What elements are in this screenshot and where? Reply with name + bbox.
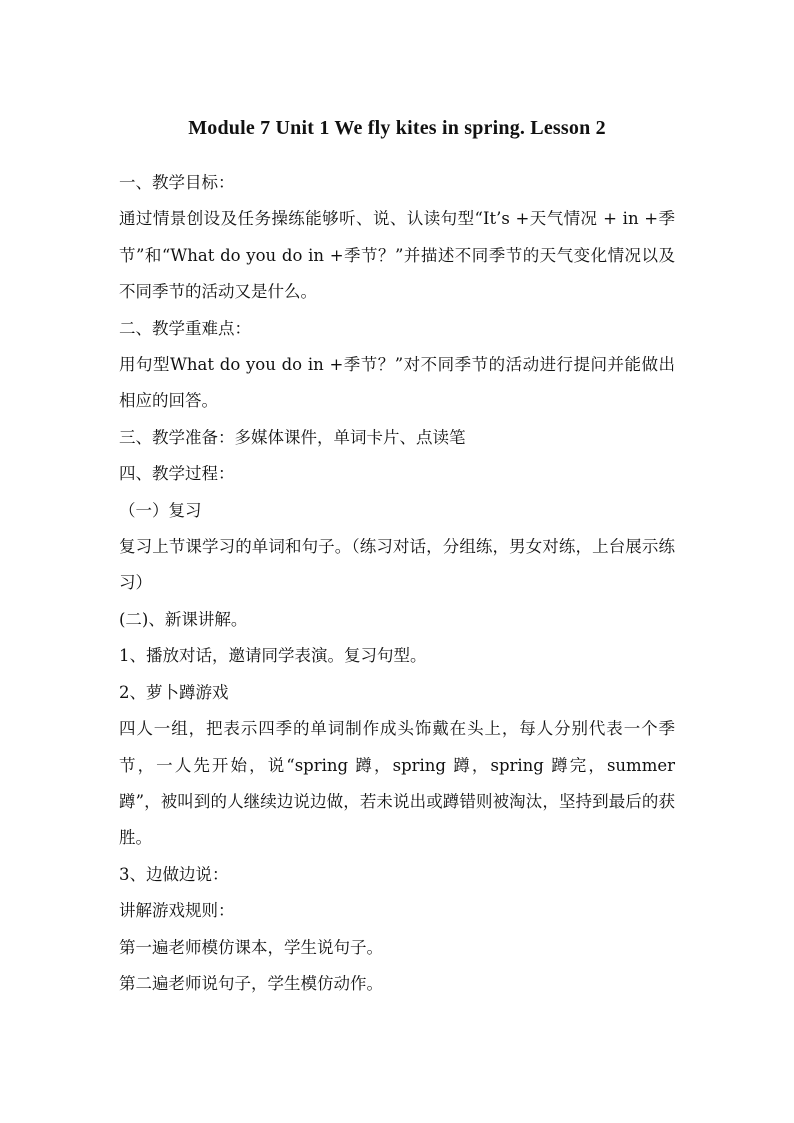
heading-teaching-process: 四、教学过程：	[119, 464, 235, 484]
heading-key-points: 二、教学重难点：	[119, 318, 251, 338]
document-body	[119, 165, 675, 1002]
paragraph-game: 四人一组，把表示四季的单词制作成头饰戴在头上，每人分别代表一个季节，一人先开始，说“spring 蹲，spring 蹲，spring 蹲完，summer 蹲”，被叫到的人继续边说边做，若未说出或蹲错则被淘汰，坚持到最后的获胜。	[119, 719, 675, 848]
paragraph-round-2: 第二遍老师说句子，学生模仿动作。	[119, 973, 383, 993]
subheading-new-lesson: (二)、新课讲解。	[119, 609, 248, 629]
step-1: 1、播放对话，邀请同学表演。复习句型。	[119, 646, 427, 666]
heading-teaching-objectives: 一、教学目标：	[119, 173, 235, 192]
paragraph-key-points: 用句型What do you do in +季节？”对不同季节的活动进行提问并能做出相应的回答。	[119, 355, 675, 411]
step-2: 2、萝卜蹲游戏	[119, 682, 229, 702]
step-3: 3、边做边说：	[119, 864, 229, 884]
paragraph-round-1: 第一遍老师模仿课本，学生说句子。	[119, 937, 383, 957]
document-title: Module 7 Unit 1 We fly kites in spring. Lesson 2	[188, 117, 606, 139]
subheading-review: （一）复习	[119, 500, 202, 520]
paragraph-review: 复习上节课学习的单词和句子。（练习对话，分组练，男女对练，上台展示练习）	[119, 537, 675, 593]
paragraph-rules: 讲解游戏规则：	[119, 901, 235, 921]
heading-preparation: 三、教学准备：多媒体课件，单词卡片、点读笔	[119, 427, 466, 447]
paragraph-objectives: 通过情景创设及任务操练能够听、说、认读句型“It’s +天气情况 + in +季节”和“What do you do in +季节？”并描述不同季节的天气变化情况以及不同季节的活动又是什么。	[119, 209, 675, 302]
